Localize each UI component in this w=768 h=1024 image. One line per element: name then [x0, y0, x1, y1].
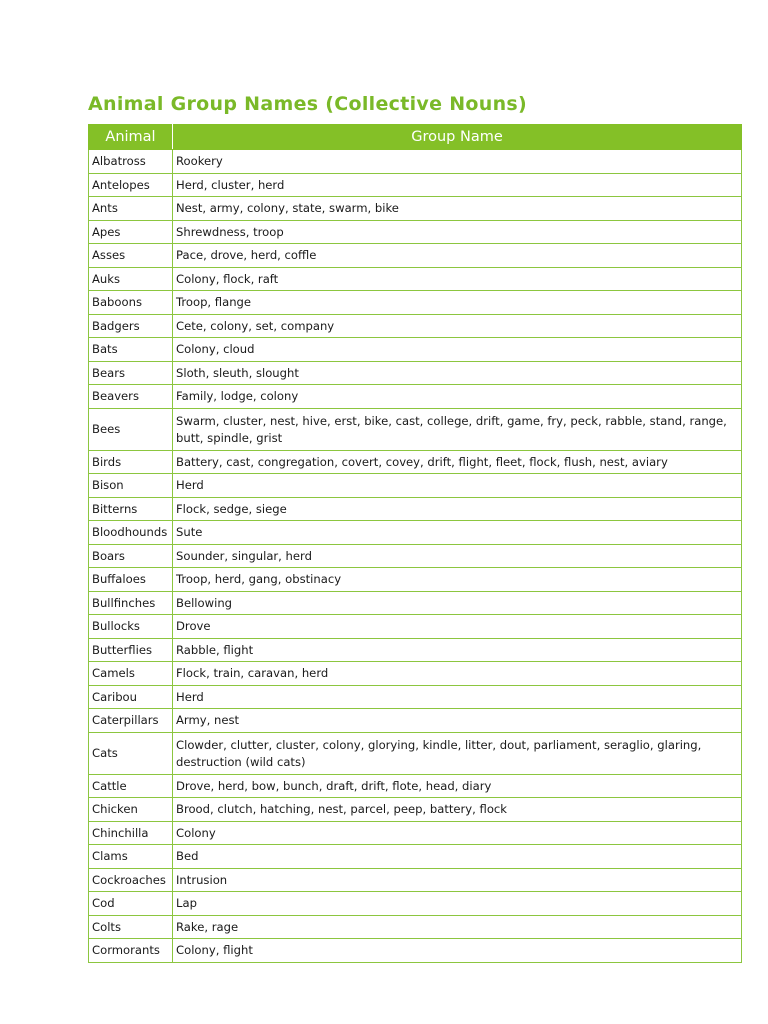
- animal-cell: Butterflies: [89, 638, 173, 662]
- table-row: [89, 685, 742, 709]
- table-row: [89, 732, 742, 774]
- animal-cell: Bullfinches: [89, 591, 173, 615]
- group-name-cell: Herd, cluster, herd: [173, 173, 742, 197]
- table-row: [89, 798, 742, 822]
- table-row: [89, 591, 742, 615]
- table-row: [89, 197, 742, 221]
- group-name-cell: Colony, flock, raft: [173, 267, 742, 291]
- animal-cell: Bullocks: [89, 615, 173, 639]
- page-title: Animal Group Names (Collective Nouns): [88, 93, 528, 115]
- group-name-cell: Battery, cast, congregation, covert, covey, drift, flight, fleet, flock, flush, nest, aviary: [173, 450, 742, 474]
- group-name-cell: Flock, sedge, siege: [173, 497, 742, 521]
- table-row: [89, 845, 742, 869]
- table-row: [89, 709, 742, 733]
- group-name-cell: Brood, clutch, hatching, nest, parcel, peep, battery, flock: [173, 798, 742, 822]
- group-name-cell: Sounder, singular, herd: [173, 544, 742, 568]
- animal-cell: Albatross: [89, 150, 173, 174]
- group-name-cell: Drove, herd, bow, bunch, draft, drift, flote, head, diary: [173, 774, 742, 798]
- column-header-animal: Animal: [89, 125, 173, 150]
- animal-cell: Ants: [89, 197, 173, 221]
- table-row: [89, 291, 742, 315]
- group-name-cell: Sloth, sleuth, slought: [173, 361, 742, 385]
- group-name-cell: Swarm, cluster, nest, hive, erst, bike, cast, college, drift, game, fry, peck, rabble, stand, range, butt, spindle, grist: [173, 408, 742, 450]
- animal-cell: Bees: [89, 408, 173, 450]
- group-name-cell: Herd: [173, 685, 742, 709]
- group-name-cell: Colony, cloud: [173, 338, 742, 362]
- table-row: [89, 408, 742, 450]
- group-name-cell: Herd: [173, 474, 742, 498]
- table-row: [89, 521, 742, 545]
- table-row: [89, 220, 742, 244]
- animal-cell: Antelopes: [89, 173, 173, 197]
- group-name-cell: Rake, rage: [173, 915, 742, 939]
- animal-cell: Camels: [89, 662, 173, 686]
- table-row: [89, 915, 742, 939]
- group-name-cell: Lap: [173, 892, 742, 916]
- animal-cell: Baboons: [89, 291, 173, 315]
- table-row: [89, 338, 742, 362]
- table-row: [89, 385, 742, 409]
- table-row: [89, 868, 742, 892]
- table-row: [89, 662, 742, 686]
- table-row: [89, 497, 742, 521]
- animal-cell: Birds: [89, 450, 173, 474]
- table-row: [89, 450, 742, 474]
- animal-cell: Bloodhounds: [89, 521, 173, 545]
- document-page: [88, 90, 741, 963]
- group-name-cell: Bed: [173, 845, 742, 869]
- group-name-cell: Cete, colony, set, company: [173, 314, 742, 338]
- table-row: [89, 544, 742, 568]
- group-name-cell: Army, nest: [173, 709, 742, 733]
- table-row: [89, 361, 742, 385]
- animal-cell: Cod: [89, 892, 173, 916]
- group-name-cell: Shrewdness, troop: [173, 220, 742, 244]
- group-name-cell: Rabble, flight: [173, 638, 742, 662]
- animal-cell: Cockroaches: [89, 868, 173, 892]
- animal-cell: Auks: [89, 267, 173, 291]
- table-row: [89, 774, 742, 798]
- animal-cell: Chicken: [89, 798, 173, 822]
- animal-cell: Buffaloes: [89, 568, 173, 592]
- animal-cell: Caribou: [89, 685, 173, 709]
- table-row: [89, 638, 742, 662]
- table-row: [89, 173, 742, 197]
- group-name-cell: Rookery: [173, 150, 742, 174]
- table-row: [89, 244, 742, 268]
- animal-cell: Bitterns: [89, 497, 173, 521]
- group-name-cell: Flock, train, caravan, herd: [173, 662, 742, 686]
- table-header-row: [89, 125, 742, 150]
- animal-cell: Boars: [89, 544, 173, 568]
- group-name-cell: Nest, army, colony, state, swarm, bike: [173, 197, 742, 221]
- table-row: [89, 615, 742, 639]
- group-name-cell: Troop, herd, gang, obstinacy: [173, 568, 742, 592]
- animal-cell: Beavers: [89, 385, 173, 409]
- group-name-cell: Bellowing: [173, 591, 742, 615]
- group-name-cell: Intrusion: [173, 868, 742, 892]
- group-name-cell: Colony, flight: [173, 939, 742, 963]
- animal-cell: Bears: [89, 361, 173, 385]
- animal-cell: Chinchilla: [89, 821, 173, 845]
- animal-cell: Cormorants: [89, 939, 173, 963]
- animal-cell: Cattle: [89, 774, 173, 798]
- animal-cell: Bats: [89, 338, 173, 362]
- table-row: [89, 150, 742, 174]
- animal-cell: Bison: [89, 474, 173, 498]
- group-name-cell: Troop, flange: [173, 291, 742, 315]
- animal-cell: Apes: [89, 220, 173, 244]
- animal-cell: Cats: [89, 732, 173, 774]
- group-name-cell: Family, lodge, colony: [173, 385, 742, 409]
- table-row: [89, 314, 742, 338]
- animal-cell: Clams: [89, 845, 173, 869]
- table-row: [89, 892, 742, 916]
- table-row: [89, 568, 742, 592]
- table-body: [89, 150, 742, 963]
- collective-nouns-table: [88, 124, 742, 963]
- table-row: [89, 474, 742, 498]
- animal-cell: Badgers: [89, 314, 173, 338]
- table-row: [89, 939, 742, 963]
- animal-cell: Colts: [89, 915, 173, 939]
- column-header-group-name: Group Name: [173, 125, 742, 150]
- group-name-cell: Pace, drove, herd, coffle: [173, 244, 742, 268]
- table-row: [89, 821, 742, 845]
- animal-cell: Asses: [89, 244, 173, 268]
- group-name-cell: Clowder, clutter, cluster, colony, glorying, kindle, litter, dout, parliament, seraglio, glaring, destruction (wild cats): [173, 732, 742, 774]
- group-name-cell: Colony: [173, 821, 742, 845]
- group-name-cell: Sute: [173, 521, 742, 545]
- animal-cell: Caterpillars: [89, 709, 173, 733]
- group-name-cell: Drove: [173, 615, 742, 639]
- table-row: [89, 267, 742, 291]
